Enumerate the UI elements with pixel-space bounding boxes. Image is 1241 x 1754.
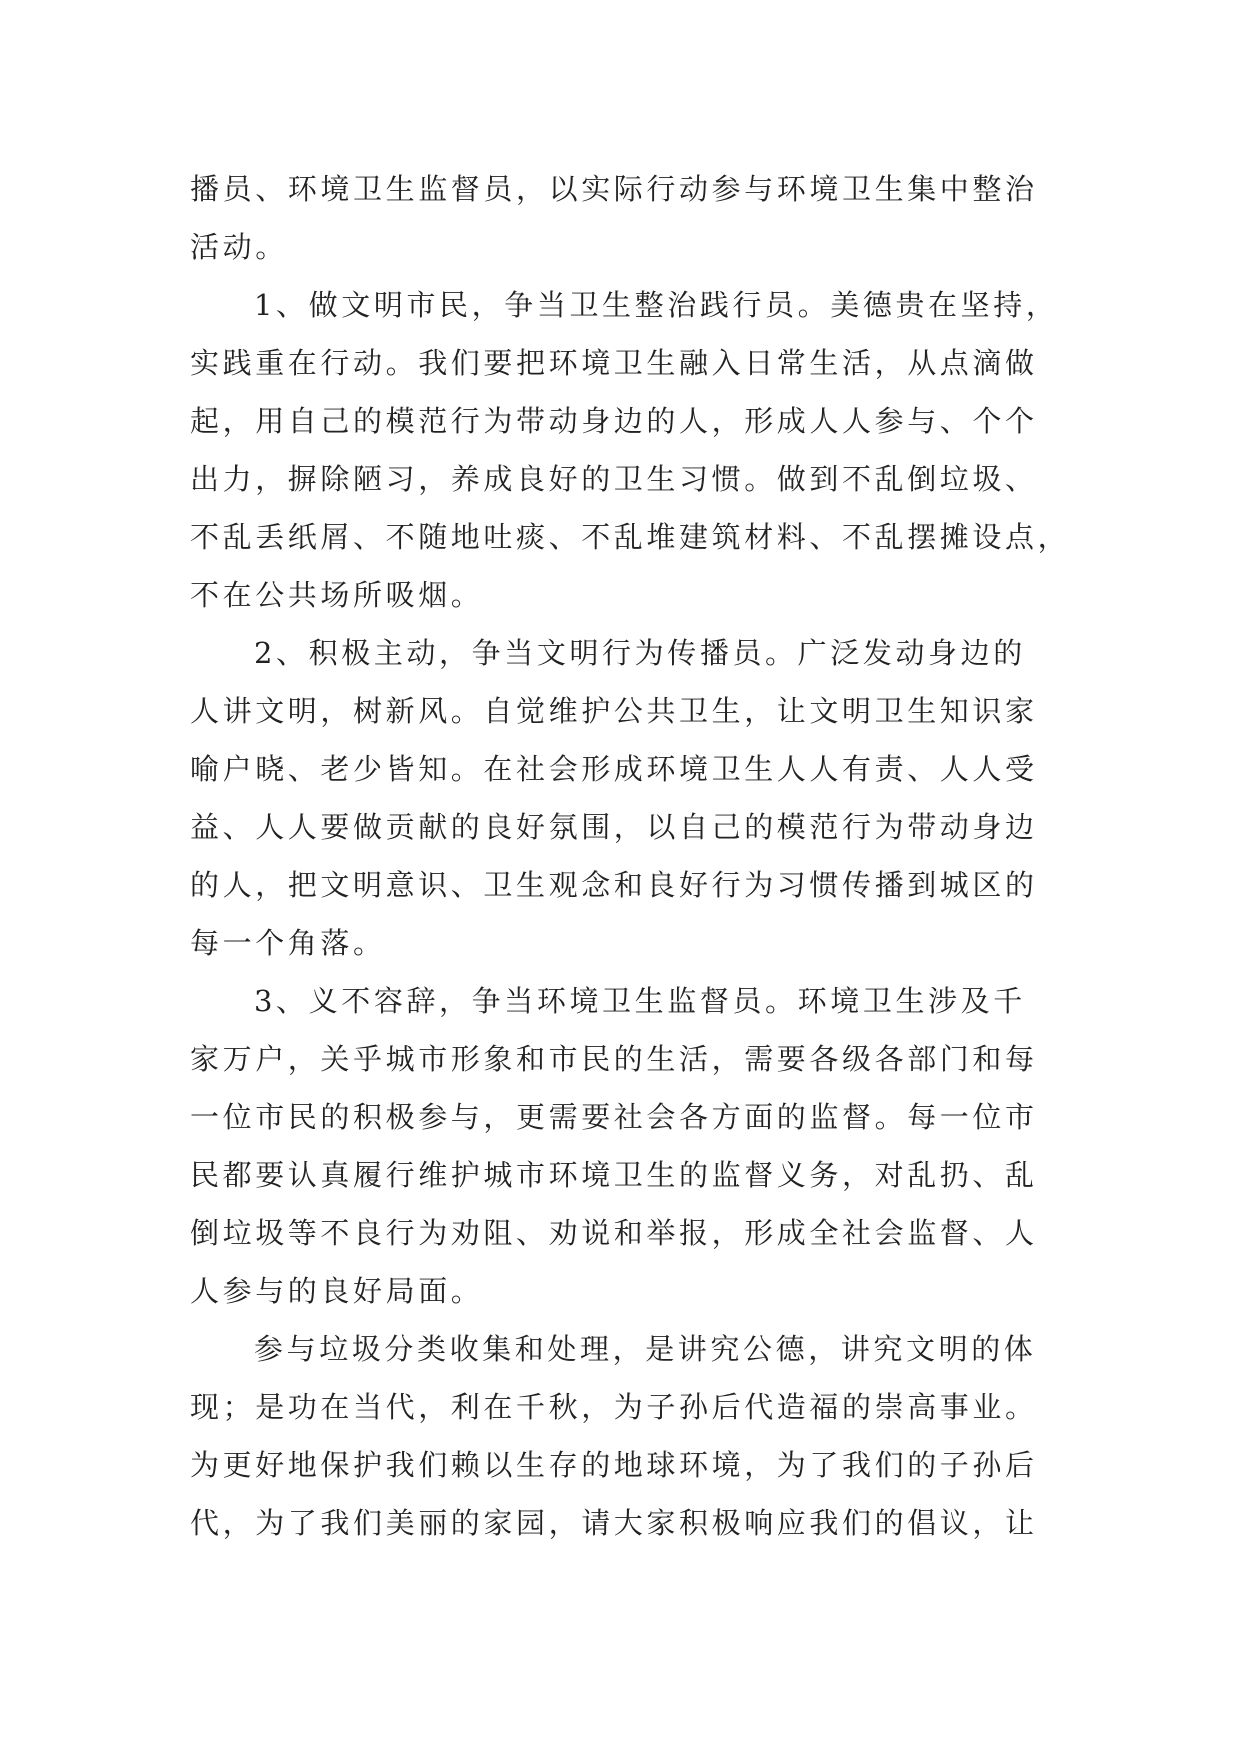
text-line: 活动。 — [190, 230, 288, 264]
text-line: 人参与的良好局面。 — [190, 1274, 484, 1308]
text-line: 2、积极主动，争当文明行为传播员。广泛发动身边的 — [254, 636, 1026, 670]
text-line: 实践重在行动。我们要把环境卫生融入日常生活，从点滴做 — [190, 346, 1038, 380]
text-line: 的人，把文明意识、卫生观念和良好行为习惯传播到城区的 — [190, 868, 1038, 902]
paragraph-item-2 — [190, 624, 1070, 972]
text-line: 家万户，关乎城市形象和市民的生活，需要各级各部门和每 — [190, 1042, 1038, 1076]
paragraph-closing — [190, 1320, 1070, 1552]
text-line: 3、义不容辞，争当环境卫生监督员。环境卫生涉及千 — [254, 984, 1026, 1018]
text-line: 不在公共场所吸烟。 — [190, 578, 484, 612]
text-line: 现；是功在当代，利在千秋，为子孙后代造福的崇高事业。 — [190, 1390, 1038, 1424]
text-line: 播员、环境卫生监督员，以实际行动参与环境卫生集中整治 — [190, 172, 1038, 206]
text-line: 起，用自己的模范行为带动身边的人，形成人人参与、个个 — [190, 404, 1038, 438]
text-line: 出力，摒除陋习，养成良好的卫生习惯。做到不乱倒垃圾、 — [190, 462, 1038, 496]
text-line: 人讲文明，树新风。自觉维护公共卫生，让文明卫生知识家 — [190, 694, 1038, 728]
text-line: 1、做文明市民，争当卫生整治践行员。美德贵在坚持， — [254, 288, 1059, 322]
text-line: 倒垃圾等不良行为劝阻、劝说和举报，形成全社会监督、人 — [190, 1216, 1038, 1250]
paragraph-item-3 — [190, 972, 1070, 1320]
text-line: 不乱丢纸屑、不随地吐痰、不乱堆建筑材料、不乱摆摊设点， — [190, 520, 1071, 554]
text-line: 参与垃圾分类收集和处理，是讲究公德，讲究文明的体 — [254, 1332, 1037, 1366]
text-line: 一位市民的积极参与，更需要社会各方面的监督。每一位市 — [190, 1100, 1038, 1134]
text-line: 每一个角落。 — [190, 926, 386, 960]
document-body — [190, 160, 1070, 1552]
text-line: 益、人人要做贡献的良好氛围，以自己的模范行为带动身边 — [190, 810, 1038, 844]
text-line: 代，为了我们美丽的家园，请大家积极响应我们的倡议，让 — [190, 1506, 1038, 1540]
text-line: 为更好地保护我们赖以生存的地球环境，为了我们的子孙后 — [190, 1448, 1038, 1482]
paragraph-item-1 — [190, 276, 1070, 624]
text-line: 民都要认真履行维护城市环境卫生的监督义务，对乱扔、乱 — [190, 1158, 1038, 1192]
paragraph-continuation — [190, 160, 1070, 276]
text-line: 喻户晓、老少皆知。在社会形成环境卫生人人有责、人人受 — [190, 752, 1038, 786]
